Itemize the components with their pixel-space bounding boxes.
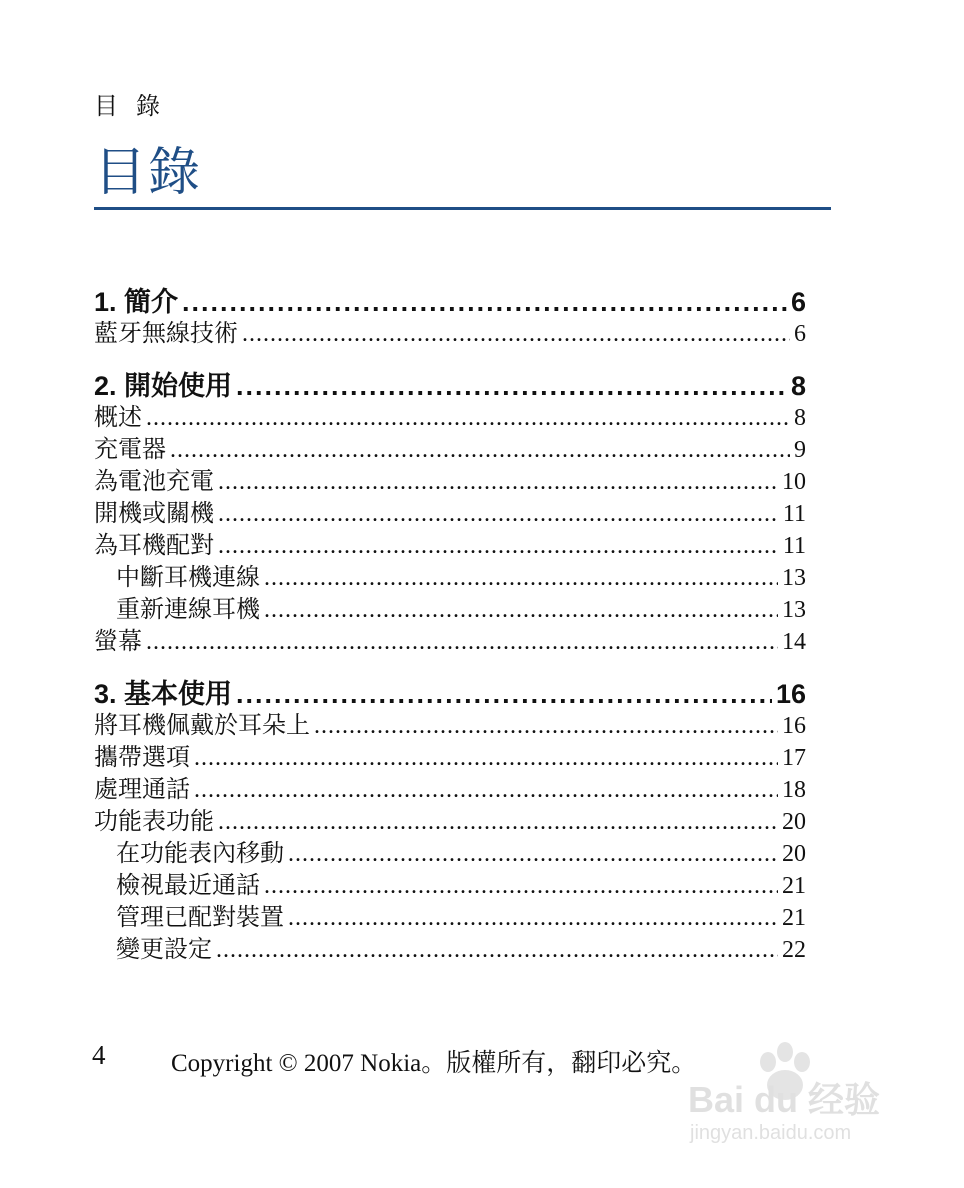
toc-entry-label: 概述: [94, 405, 142, 431]
toc-leader-dots: [314, 710, 778, 742]
toc-entry-label: 將耳機佩戴於耳朵上: [94, 713, 310, 739]
toc-entry-label: 在功能表內移動: [116, 841, 284, 867]
toc-entry-page: 10: [782, 469, 806, 495]
toc-section-entry[interactable]: [94, 530, 806, 562]
toc-subsection-entry[interactable]: [94, 870, 806, 902]
toc-leader-dots: [264, 594, 778, 626]
toc-section-entry[interactable]: [94, 318, 806, 350]
toc-leader-dots: [218, 806, 778, 838]
watermark-brand: Bai du 经验: [688, 1079, 881, 1120]
toc-leader-dots: [170, 434, 790, 466]
toc-entry-page: 16: [782, 713, 806, 739]
toc-entry-label: 功能表功能: [94, 809, 214, 835]
toc-chapter-heading[interactable]: [94, 678, 806, 710]
toc-entry-label: 中斷耳機連線: [116, 565, 260, 591]
footer-copyright: Copyright © 2007 Nokia。版權所有，翻印必究。: [171, 1050, 697, 1077]
toc-entry-label: 檢視最近通話: [116, 873, 260, 899]
toc-entry-page: 13: [782, 565, 806, 591]
footer-page-number: 4: [92, 1040, 106, 1070]
toc-leader-dots: [218, 466, 778, 498]
toc-leader-dots: [216, 934, 778, 966]
toc-entry-page: 20: [782, 841, 806, 867]
toc-entry-page: 9: [794, 437, 806, 463]
toc-entry-label: 攜帶選項: [94, 745, 190, 771]
toc-chapter-label: 2. 開始使用: [94, 371, 233, 401]
toc-section-entry[interactable]: [94, 498, 806, 530]
toc-entry-label: 開機或關機: [94, 501, 214, 527]
page-title: 目錄: [94, 145, 203, 202]
toc-section-entry[interactable]: [94, 774, 806, 806]
toc-entry-page: 14: [782, 629, 806, 655]
toc-chapter: [94, 678, 806, 966]
toc-chapter-heading[interactable]: [94, 286, 806, 318]
toc-leader-dots: [236, 678, 772, 710]
toc-entry-label: 變更設定: [116, 937, 212, 963]
toc-entry-page: 17: [782, 745, 806, 771]
toc-chapter: [94, 370, 806, 658]
toc-subsection-entry[interactable]: [94, 934, 806, 966]
toc-leader-dots: [218, 530, 779, 562]
toc-leader-dots: [146, 402, 790, 434]
toc-leader-dots: [242, 318, 790, 350]
toc-entry-label: 藍牙無線技術: [94, 321, 238, 347]
toc-entry-label: 重新連線耳機: [116, 597, 260, 623]
toc-section-entry[interactable]: [94, 742, 806, 774]
toc-leader-dots: [288, 902, 778, 934]
toc-leader-dots: [218, 498, 779, 530]
toc-entry-label: 為電池充電: [94, 469, 214, 495]
toc-section-entry[interactable]: [94, 466, 806, 498]
toc-entry-page: 13: [782, 597, 806, 623]
toc-leader-dots: [146, 626, 778, 658]
table-of-contents: [94, 286, 806, 986]
toc-chapter: [94, 286, 806, 350]
title-rule: [94, 207, 831, 210]
toc-subsection-entry[interactable]: [94, 562, 806, 594]
watermark-url: jingyan.baidu.com: [690, 1122, 852, 1144]
toc-entry-page: 22: [782, 937, 806, 963]
toc-leader-dots: [194, 742, 778, 774]
toc-section-entry[interactable]: [94, 626, 806, 658]
toc-entry-label: 處理通話: [94, 777, 190, 803]
toc-section-entry[interactable]: [94, 710, 806, 742]
toc-leader-dots: [236, 370, 787, 402]
toc-entry-page: 11: [782, 501, 806, 527]
toc-chapter-heading[interactable]: [94, 370, 806, 402]
toc-entry-page: 20: [782, 809, 806, 835]
toc-leader-dots: [288, 838, 778, 870]
toc-entry-page: 21: [782, 905, 806, 931]
toc-entry-page: 21: [782, 873, 806, 899]
toc-entry-page: 8: [794, 405, 806, 431]
toc-chapter-label: 1. 簡介: [94, 287, 179, 317]
toc-section-entry[interactable]: [94, 806, 806, 838]
toc-chapter-page: 16: [775, 679, 806, 709]
toc-chapter-page: 8: [790, 371, 806, 401]
toc-entry-page: 6: [794, 321, 806, 347]
toc-leader-dots: [182, 286, 787, 318]
toc-entry-label: 管理已配對裝置: [116, 905, 284, 931]
watermark: [688, 1040, 918, 1150]
toc-subsection-entry[interactable]: [94, 902, 806, 934]
toc-section-entry[interactable]: [94, 434, 806, 466]
toc-leader-dots: [264, 870, 778, 902]
toc-entry-label: 為耳機配對: [94, 533, 214, 559]
toc-leader-dots: [194, 774, 778, 806]
running-head: 目 錄: [94, 94, 166, 120]
toc-entry-page: 11: [782, 533, 806, 559]
toc-chapter-label: 3. 基本使用: [94, 679, 233, 709]
toc-section-entry[interactable]: [94, 402, 806, 434]
toc-entry-page: 18: [782, 777, 806, 803]
toc-entry-label: 充電器: [94, 437, 166, 463]
toc-subsection-entry[interactable]: [94, 594, 806, 626]
toc-chapter-page: 6: [790, 287, 806, 317]
toc-subsection-entry[interactable]: [94, 838, 806, 870]
toc-entry-label: 螢幕: [94, 629, 142, 655]
toc-leader-dots: [264, 562, 778, 594]
